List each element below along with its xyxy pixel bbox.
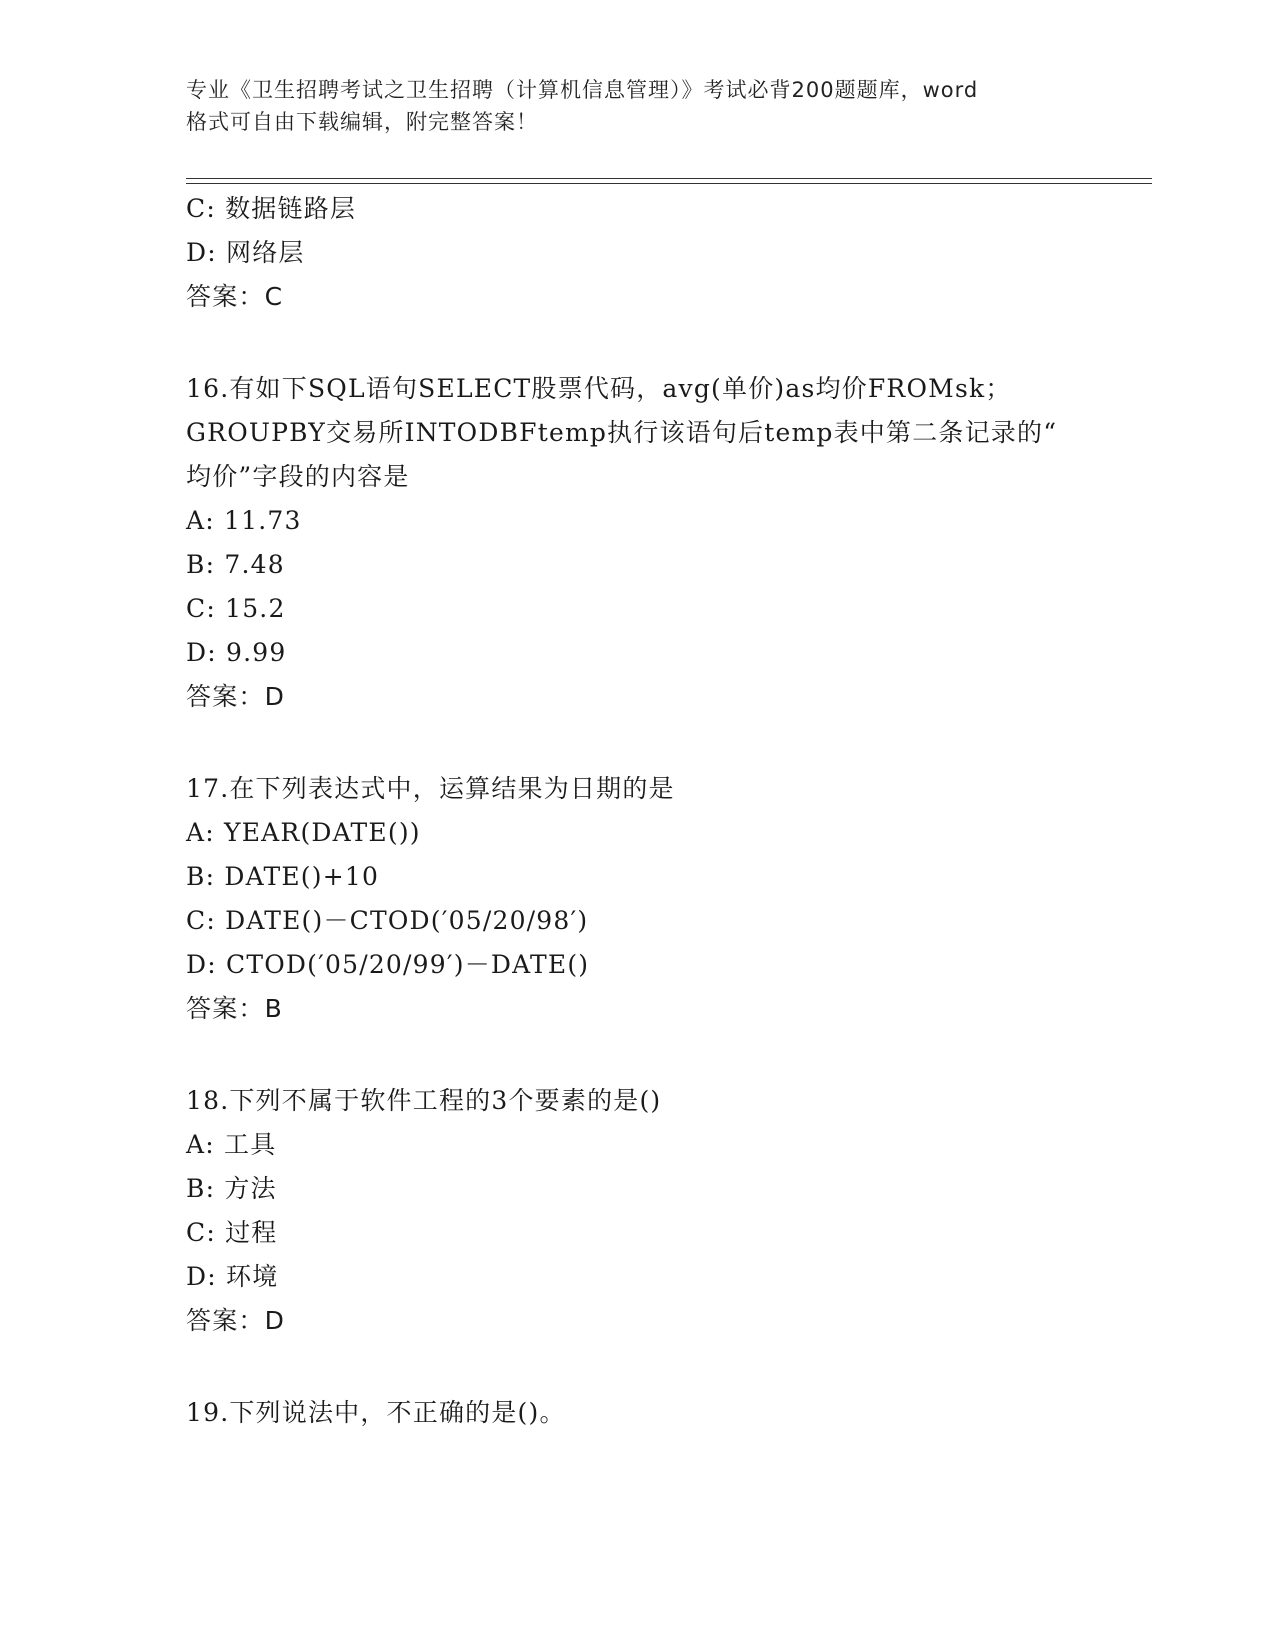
q18-option-d: D: 环境: [186, 1262, 279, 1291]
q18-option-a: A: 工具: [186, 1130, 277, 1159]
q17-stem: 17.在下列表达式中，运算结果为日期的是: [186, 774, 675, 803]
q16-option-d: D: 9.99: [186, 638, 287, 667]
q17-option-a: A: YEAR(DATE()): [186, 818, 421, 847]
q15-option-c: C: 数据链路层: [186, 194, 357, 223]
q16-answer: 答案：D: [186, 682, 286, 711]
q16-option-c: C: 15.2: [186, 594, 286, 623]
q16-stem-line-2: GROUPBY交易所INTODBFtemp执行该语句后temp表中第二条记录的“: [186, 418, 1058, 447]
q16-stem-line-3: 均价”字段的内容是: [186, 462, 410, 491]
q15-answer: 答案：C: [186, 282, 284, 311]
q18-option-c: C: 过程: [186, 1218, 278, 1247]
q18-stem: 18.下列不属于软件工程的3个要素的是(): [186, 1086, 662, 1115]
header-line-1: 专业《卫生招聘考试之卫生招聘（计算机信息管理）》考试必背200题题库，word: [186, 78, 979, 102]
q18-option-b: B: 方法: [186, 1174, 277, 1203]
q15-option-d: D: 网络层: [186, 238, 305, 267]
q16-stem-line-1: 16.有如下SQL语句SELECT股票代码，avg(单价)as均价FROMsk；: [186, 374, 1012, 403]
q17-option-c: C: DATE()－CTOD(′05/20/98′): [186, 906, 589, 935]
q16-option-a: A: 11.73: [186, 506, 302, 535]
q19-stem: 19.下列说法中，不正确的是()。: [186, 1398, 566, 1427]
q18-answer: 答案：D: [186, 1306, 286, 1335]
document-header: [186, 74, 1106, 138]
header-rule-top: [186, 178, 1152, 179]
header-line-2: 格式可自由下载编辑，附完整答案！: [186, 110, 538, 134]
q17-answer: 答案：B: [186, 994, 283, 1023]
header-rule-bottom: [186, 183, 1152, 184]
q17-option-d: D: CTOD(′05/20/99′)－DATE(): [186, 950, 590, 979]
q16-option-b: B: 7.48: [186, 550, 285, 579]
q17-option-b: B: DATE()+10: [186, 862, 380, 891]
